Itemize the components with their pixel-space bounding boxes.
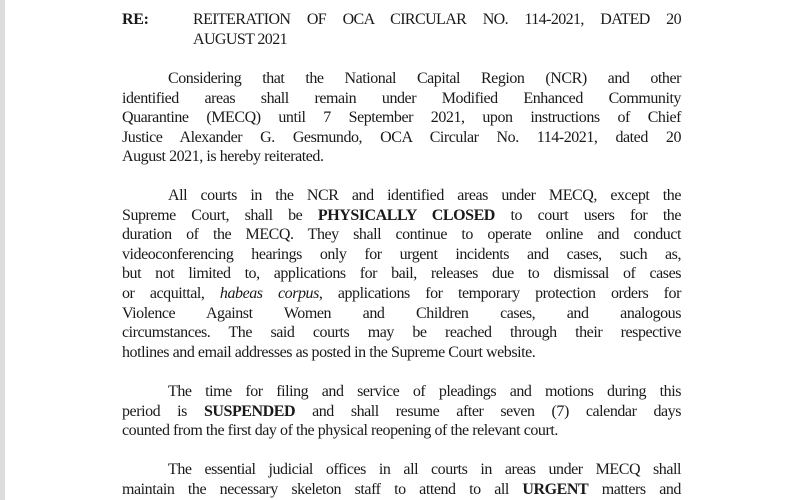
text-run: circumstances. The said courts may be reached through their respective <box>122 324 681 342</box>
text-run: All courts in the NCR and identified areas under MECQ, except the <box>168 187 681 204</box>
text-run: videoconferencing hearings only for urgent incidents and cases, such as, <box>122 245 681 263</box>
paragraph-line <box>122 245 681 265</box>
text-run: The essential judicial offices in all courts in areas under MECQ shall <box>168 461 681 478</box>
text-run: but not limited to, applications for bail, releases due to dismissal of cases <box>122 265 681 283</box>
re-label: RE: <box>122 11 149 28</box>
bold-emphasis: URGENT <box>522 480 589 498</box>
paragraph-line <box>122 225 681 245</box>
paragraph-line <box>122 206 681 226</box>
paragraph-line <box>122 304 681 324</box>
paragraph-line <box>122 89 681 109</box>
page-edge <box>0 0 5 500</box>
paragraph-line <box>122 480 681 500</box>
text-run: duration of the MECQ. They shall continue to operate online and conduct <box>122 226 681 244</box>
paragraph-line <box>122 284 681 304</box>
text-run: period is <box>122 402 204 420</box>
text-run: matters and <box>588 480 681 498</box>
text-run: and shall resume after seven (7) calendar days <box>295 402 681 420</box>
text-run: to court users for the <box>494 206 682 224</box>
paragraph-line <box>122 147 681 167</box>
paragraph-line <box>122 343 681 363</box>
text-run: Supreme Court, shall be <box>122 206 318 224</box>
italic-term: habeas corpus <box>219 285 319 302</box>
bold-emphasis: SUSPENDED <box>203 402 296 420</box>
text-run: The time for filing and service of pleadings and motions during this <box>168 383 681 400</box>
paragraph-line <box>122 108 681 128</box>
text-run: identified areas shall remain under Modified Enhanced Community <box>122 89 681 107</box>
paragraph-line <box>122 323 681 343</box>
text-run: , applications for temporary protection orders for <box>318 285 681 302</box>
text-run: or acquittal, <box>122 285 220 302</box>
text-run: Quarantine (MECQ) until 7 September 2021, upon instructions of Chief <box>122 109 681 127</box>
text-run: maintain the necessary skeleton staff to attend to all <box>122 480 523 498</box>
paragraph-line <box>122 402 681 422</box>
text-run: hotlines and email addresses as posted in the Supreme Court website. <box>122 343 536 361</box>
paragraph-line <box>122 264 681 284</box>
subject-line: REITERATION OF OCA CIRCULAR NO. 114-2021, DATED 20 <box>193 11 681 28</box>
paragraph-line <box>168 69 681 89</box>
paragraph-line <box>168 382 681 402</box>
text-run: Violence Against Women and Children cases, and analogous <box>122 304 681 322</box>
bold-emphasis: PHYSICALLY CLOSED <box>317 206 495 224</box>
paragraph-line <box>122 421 681 441</box>
subject-line: AUGUST 2021 <box>193 31 288 48</box>
text-run: Justice Alexander G. Gesmundo, OCA Circular No. 114-2021, dated 20 <box>122 128 681 146</box>
text-run: counted from the first day of the physical reopening of the relevant court. <box>122 422 558 440</box>
paragraph-line <box>122 128 681 148</box>
paragraph-line <box>168 460 681 480</box>
paragraph-line <box>168 186 681 206</box>
text-run: Considering that the National Capital Region (NCR) and other <box>168 70 681 87</box>
text-run: August 2021, is hereby reiterated. <box>122 148 324 166</box>
